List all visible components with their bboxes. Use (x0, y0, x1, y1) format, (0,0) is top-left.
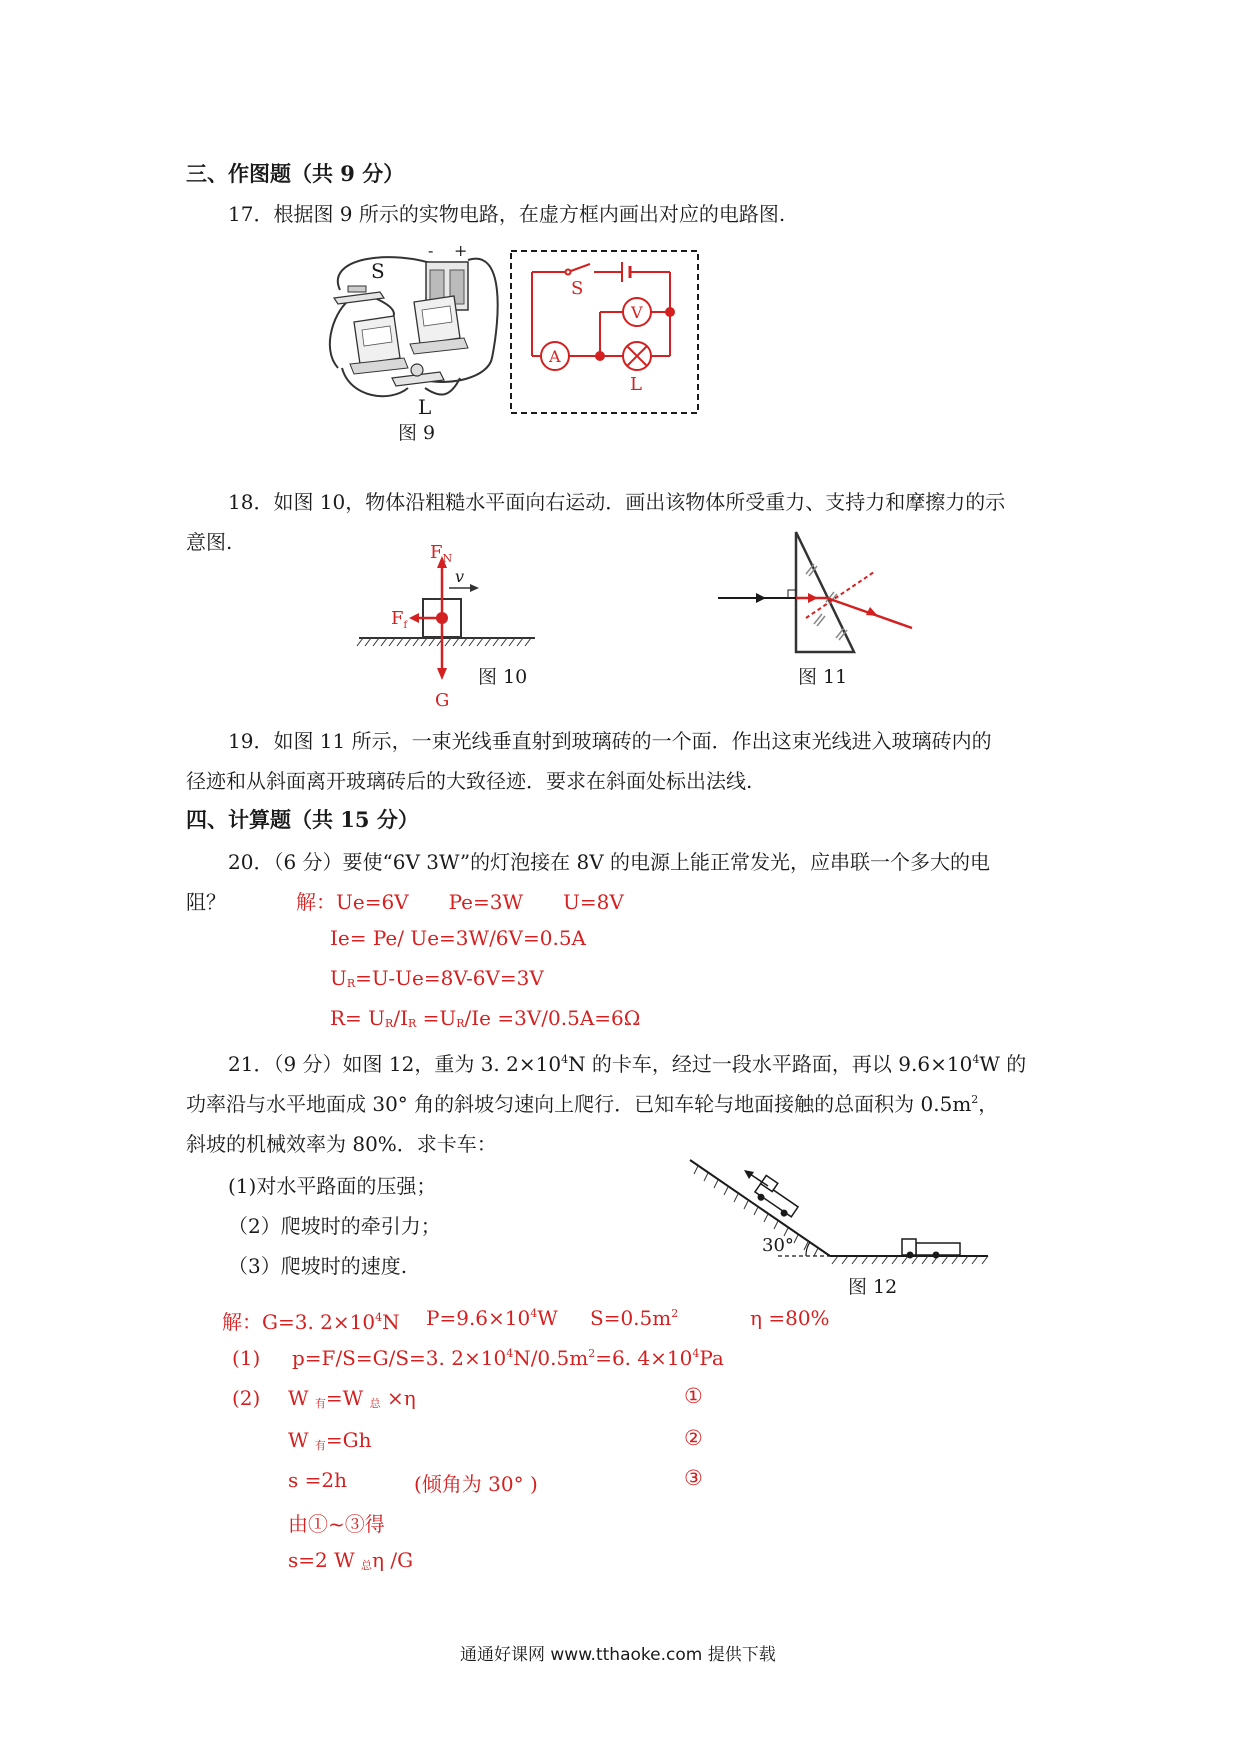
switch-label-s: S (371, 259, 385, 283)
q21-l2-a: 功率沿与水平地面成 30° 角的斜坡匀速向上爬行．已知车轮与地面接触的总面积为 0.5m (186, 1092, 972, 1116)
battery-minus-label: - (428, 241, 434, 260)
q21-part2-number: (2) (232, 1386, 261, 1410)
eq1-a: W (288, 1386, 315, 1410)
question-20-line1: 20．（6 分）要使“6V 3W”的灯泡接在 8V 的电源上能正常发光，应串联一个多大的电 (228, 850, 991, 874)
question-18-line2: 意图. (186, 530, 233, 554)
given-p-unit: W (537, 1306, 558, 1330)
figure-9-physical-circuit (330, 238, 500, 420)
given-s-a: S=0.5m (590, 1306, 672, 1330)
given-p-sup: 4 (530, 1307, 538, 1320)
eq5-sub: 总 (361, 1559, 373, 1572)
q21-eq1 (288, 1386, 416, 1410)
q21-solution-given-eta: η =80% (750, 1306, 830, 1330)
q20-solution-line4 (330, 1006, 640, 1030)
p1-d: Pa (699, 1346, 724, 1370)
r-eq-part-a: R= U (330, 1006, 386, 1030)
given-g-a: 解：G=3. 2×10 (222, 1310, 376, 1334)
figure-9-caption: 图 9 (398, 422, 436, 444)
r-eq-part-c: =U (416, 1006, 457, 1030)
question-21-item3: （3）爬坡时的速度. (228, 1254, 408, 1278)
circuit-switch-label: S (571, 278, 584, 299)
q20-solution-line1: 解：Ue=6V Pe=3W U=8V (296, 890, 624, 914)
given-g-unit: N (382, 1310, 400, 1334)
q21-l1-sup1: 4 (561, 1053, 569, 1066)
section-title-calculation: 四、计算题（共 15 分） (186, 807, 419, 832)
question-21-line1 (228, 1048, 1026, 1077)
voltmeter-label: V (631, 303, 643, 322)
q21-part1-equation (292, 1346, 724, 1370)
q21-l1-c: W 的 (979, 1052, 1027, 1076)
q21-solution-given-g (222, 1306, 400, 1335)
p1-b: N/0.5m (513, 1346, 589, 1370)
q21-eq2-marker: ② (684, 1426, 703, 1450)
figure-11-caption: 图 11 (798, 666, 848, 688)
r-eq-part-b: /I (393, 1006, 408, 1030)
question-19-line2: 径迹和从斜面离开玻璃砖后的大致径迹．要求在斜面处标出法线. (186, 769, 753, 793)
figure-11-light-prism (714, 528, 926, 658)
eq1-b: =W (325, 1386, 370, 1410)
svg-text:FN (430, 542, 453, 565)
question-20-line2: 阻？ (186, 890, 226, 914)
figure-9-circuit-diagram-answer (510, 250, 700, 416)
ur-symbol: U (330, 966, 347, 990)
eq5-b: η /G (372, 1548, 414, 1572)
figure-12-caption: 图 12 (848, 1276, 898, 1298)
q21-l1-a: 21．（9 分）如图 12，重为 3. 2×10 (228, 1052, 562, 1076)
p1-sup1: 4 (506, 1347, 514, 1360)
question-17-text: 17．根据图 9 所示的实物电路，在虚方框内画出对应的电路图. (228, 202, 786, 226)
q20-solution-line3 (330, 966, 544, 990)
r-eq-sub3: R (456, 1017, 465, 1030)
question-18-line1: 18．如图 10，物体沿粗糙水平面向右运动．画出该物体所受重力、支持力和摩擦力的示 (228, 490, 1006, 514)
q21-l1-sup2: 4 (972, 1053, 980, 1066)
q21-solution-given-p (426, 1306, 558, 1330)
q21-derivation: 由①~③得 (288, 1512, 385, 1536)
q21-l2-sup: 2 (971, 1093, 979, 1106)
eq5-a: s=2 W (288, 1548, 362, 1572)
q21-eq1-marker: ① (684, 1384, 703, 1408)
p1-sup2: 2 (588, 1347, 596, 1360)
svg-text:Ff (391, 608, 409, 631)
q20-solution-line2: Ie= Pe/ Ue=3W/6V=0.5A (330, 926, 586, 950)
friction-force-subscript: f (403, 620, 408, 631)
r-eq-sub2: R (407, 1017, 417, 1030)
question-21-item2: （2）爬坡时的牵引力； (228, 1214, 441, 1238)
normal-force-subscript: N (442, 552, 453, 565)
normal-force-label: F (430, 542, 443, 563)
q21-eq3-marker: ③ (684, 1466, 703, 1490)
q21-part1-number: (1) (232, 1346, 261, 1370)
battery-plus-label: + (454, 241, 468, 260)
r-eq-sub1: R (385, 1017, 394, 1030)
section-title-drawing: 三、作图题（共 9 分） (186, 161, 405, 186)
question-21-line2 (186, 1088, 998, 1117)
given-s-sup: 2 (671, 1307, 679, 1320)
p1-c: =6. 4×10 (595, 1346, 693, 1370)
angle-label-30: 30° (762, 1235, 794, 1256)
q21-eq5 (288, 1548, 413, 1572)
velocity-label: v (455, 567, 465, 586)
given-g-sup: 4 (375, 1311, 383, 1324)
p1-sup3: 4 (692, 1347, 700, 1360)
given-p-a: P=9.6×10 (426, 1306, 531, 1330)
q21-solution-given-s (590, 1306, 678, 1330)
ammeter-label: A (549, 347, 561, 366)
q21-l1-b: N 的卡车，经过一段水平路面，再以 9.6×10 (568, 1052, 973, 1076)
question-21-line3: 斜坡的机械效率为 80%．求卡车： (186, 1132, 497, 1156)
q21-eq3: s =2h (288, 1468, 347, 1492)
ur-equation: =U-Ue=8V-6V=3V (355, 966, 544, 990)
eq2-b: =Gh (325, 1428, 372, 1452)
ur-subscript: R (346, 977, 356, 990)
footer-download-text: 通通好课网 www.tthaoke.com 提供下载 (460, 1645, 776, 1665)
eq2-sub: 有 (314, 1439, 326, 1452)
p1-a: p=F/S=G/S=3. 2×10 (292, 1346, 507, 1370)
circuit-lamp-label: L (630, 374, 642, 395)
friction-force-label: F (391, 608, 404, 629)
gravity-label: G (435, 690, 450, 711)
figure-12-truck-slope (688, 1156, 998, 1264)
q21-l2-b: ， (978, 1092, 999, 1116)
question-19-line1: 19．如图 11 所示，一束光线垂直射到玻璃砖的一个面．作出这束光线进入玻璃砖内的 (228, 729, 992, 753)
figure-10-caption: 图 10 (478, 666, 528, 688)
eq1-sub1: 有 (314, 1397, 326, 1410)
q21-eq2 (288, 1428, 372, 1452)
eq1-c: ×η (380, 1386, 416, 1410)
q21-eq3-note: (倾角为 30° ) (414, 1472, 538, 1496)
lamp-label-l: L (418, 395, 432, 419)
r-eq-part-d: /Ie =3V/0.5A=6Ω (464, 1006, 641, 1030)
question-21-item1: (1)对水平路面的压强； (228, 1174, 437, 1198)
eq1-sub2: 总 (369, 1397, 381, 1410)
eq2-a: W (288, 1428, 315, 1452)
